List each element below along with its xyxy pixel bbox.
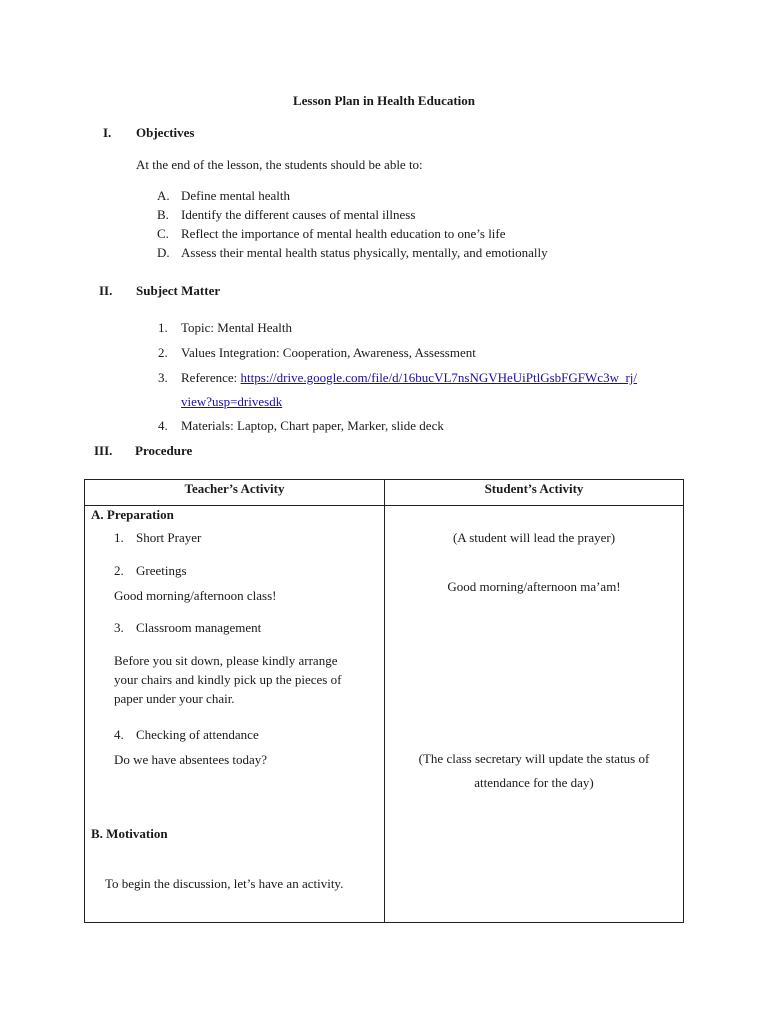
objective-text: Reflect the importance of mental health education to one’s life: [181, 226, 506, 241]
reference-link[interactable]: https://drive.google.com/file/d/16bucVL7nsNGVHeUiPtlGsbFGFWc3w_rj/: [240, 370, 638, 385]
objective-letter: D.: [157, 245, 170, 260]
teacher-item-classroom-management: Classroom management: [136, 620, 262, 635]
objective-letter: B.: [157, 207, 169, 222]
student-prayer-response: (A student will lead the prayer): [452, 530, 616, 545]
subject-item-number: 3.: [158, 370, 168, 385]
teacher-attendance-question: Do we have absentees today?: [114, 752, 268, 767]
teacher-item-short-prayer: Short Prayer: [136, 530, 202, 545]
section-numeral-objectives: I.: [103, 125, 112, 140]
table-header-divider: [85, 505, 683, 506]
teacher-management-text: paper under your chair.: [114, 691, 235, 706]
section-numeral-subject-matter: II.: [99, 283, 113, 298]
table-column-divider: [384, 480, 385, 922]
page-title: Lesson Plan in Health Education: [292, 93, 476, 108]
header-teacher-activity: Teacher’s Activity: [184, 481, 285, 496]
student-attendance-response: attendance for the day): [474, 775, 594, 790]
subject-item-number: 4.: [158, 418, 168, 433]
student-attendance-response: (The class secretary will update the status of: [418, 751, 650, 766]
teacher-management-text: Before you sit down, please kindly arrange: [114, 653, 338, 668]
section-heading-subject-matter: Subject Matter: [136, 283, 221, 298]
subject-item-number: 2.: [158, 345, 168, 360]
motivation-text: To begin the discussion, let’s have an activity.: [105, 876, 344, 891]
student-greeting-response: Good morning/afternoon ma’am!: [447, 579, 621, 594]
objective-text: Define mental health: [181, 188, 291, 203]
reference-link-continued[interactable]: view?usp=drivesdk: [181, 394, 283, 409]
objectives-intro: At the end of the lesson, the students should be able to:: [136, 157, 423, 172]
teacher-management-text: your chairs and kindly pick up the pieces of: [114, 672, 342, 687]
objective-letter: C.: [157, 226, 169, 241]
reference-label: Reference:: [181, 370, 241, 385]
teacher-item-number: 4.: [114, 727, 124, 742]
reference-item: [181, 370, 637, 386]
header-student-activity: Student’s Activity: [484, 481, 584, 496]
objective-letter: A.: [157, 188, 170, 203]
objective-text: Identify the different causes of mental illness: [181, 207, 416, 222]
subject-item-text: Values Integration: Cooperation, Awareness, Assessment: [181, 345, 476, 360]
objective-text: Assess their mental health status physically, mentally, and emotionally: [181, 245, 548, 260]
subject-item-number: 1.: [158, 320, 168, 335]
subject-item-text: Materials: Laptop, Chart paper, Marker, slide deck: [181, 418, 444, 433]
teacher-item-number: 2.: [114, 563, 124, 578]
preparation-heading: A. Preparation: [91, 507, 174, 522]
section-heading-procedure: Procedure: [135, 443, 193, 458]
motivation-heading: B. Motivation: [91, 826, 168, 841]
teacher-item-number: 1.: [114, 530, 124, 545]
teacher-item-number: 3.: [114, 620, 124, 635]
section-heading-objectives: Objectives: [136, 125, 195, 140]
section-numeral-procedure: III.: [94, 443, 113, 458]
teacher-greeting-text: Good morning/afternoon class!: [114, 588, 277, 603]
teacher-item-attendance: Checking of attendance: [136, 727, 259, 742]
subject-item-text: Topic: Mental Health: [181, 320, 293, 335]
procedure-table: [84, 479, 684, 923]
teacher-item-greetings: Greetings: [136, 563, 187, 578]
